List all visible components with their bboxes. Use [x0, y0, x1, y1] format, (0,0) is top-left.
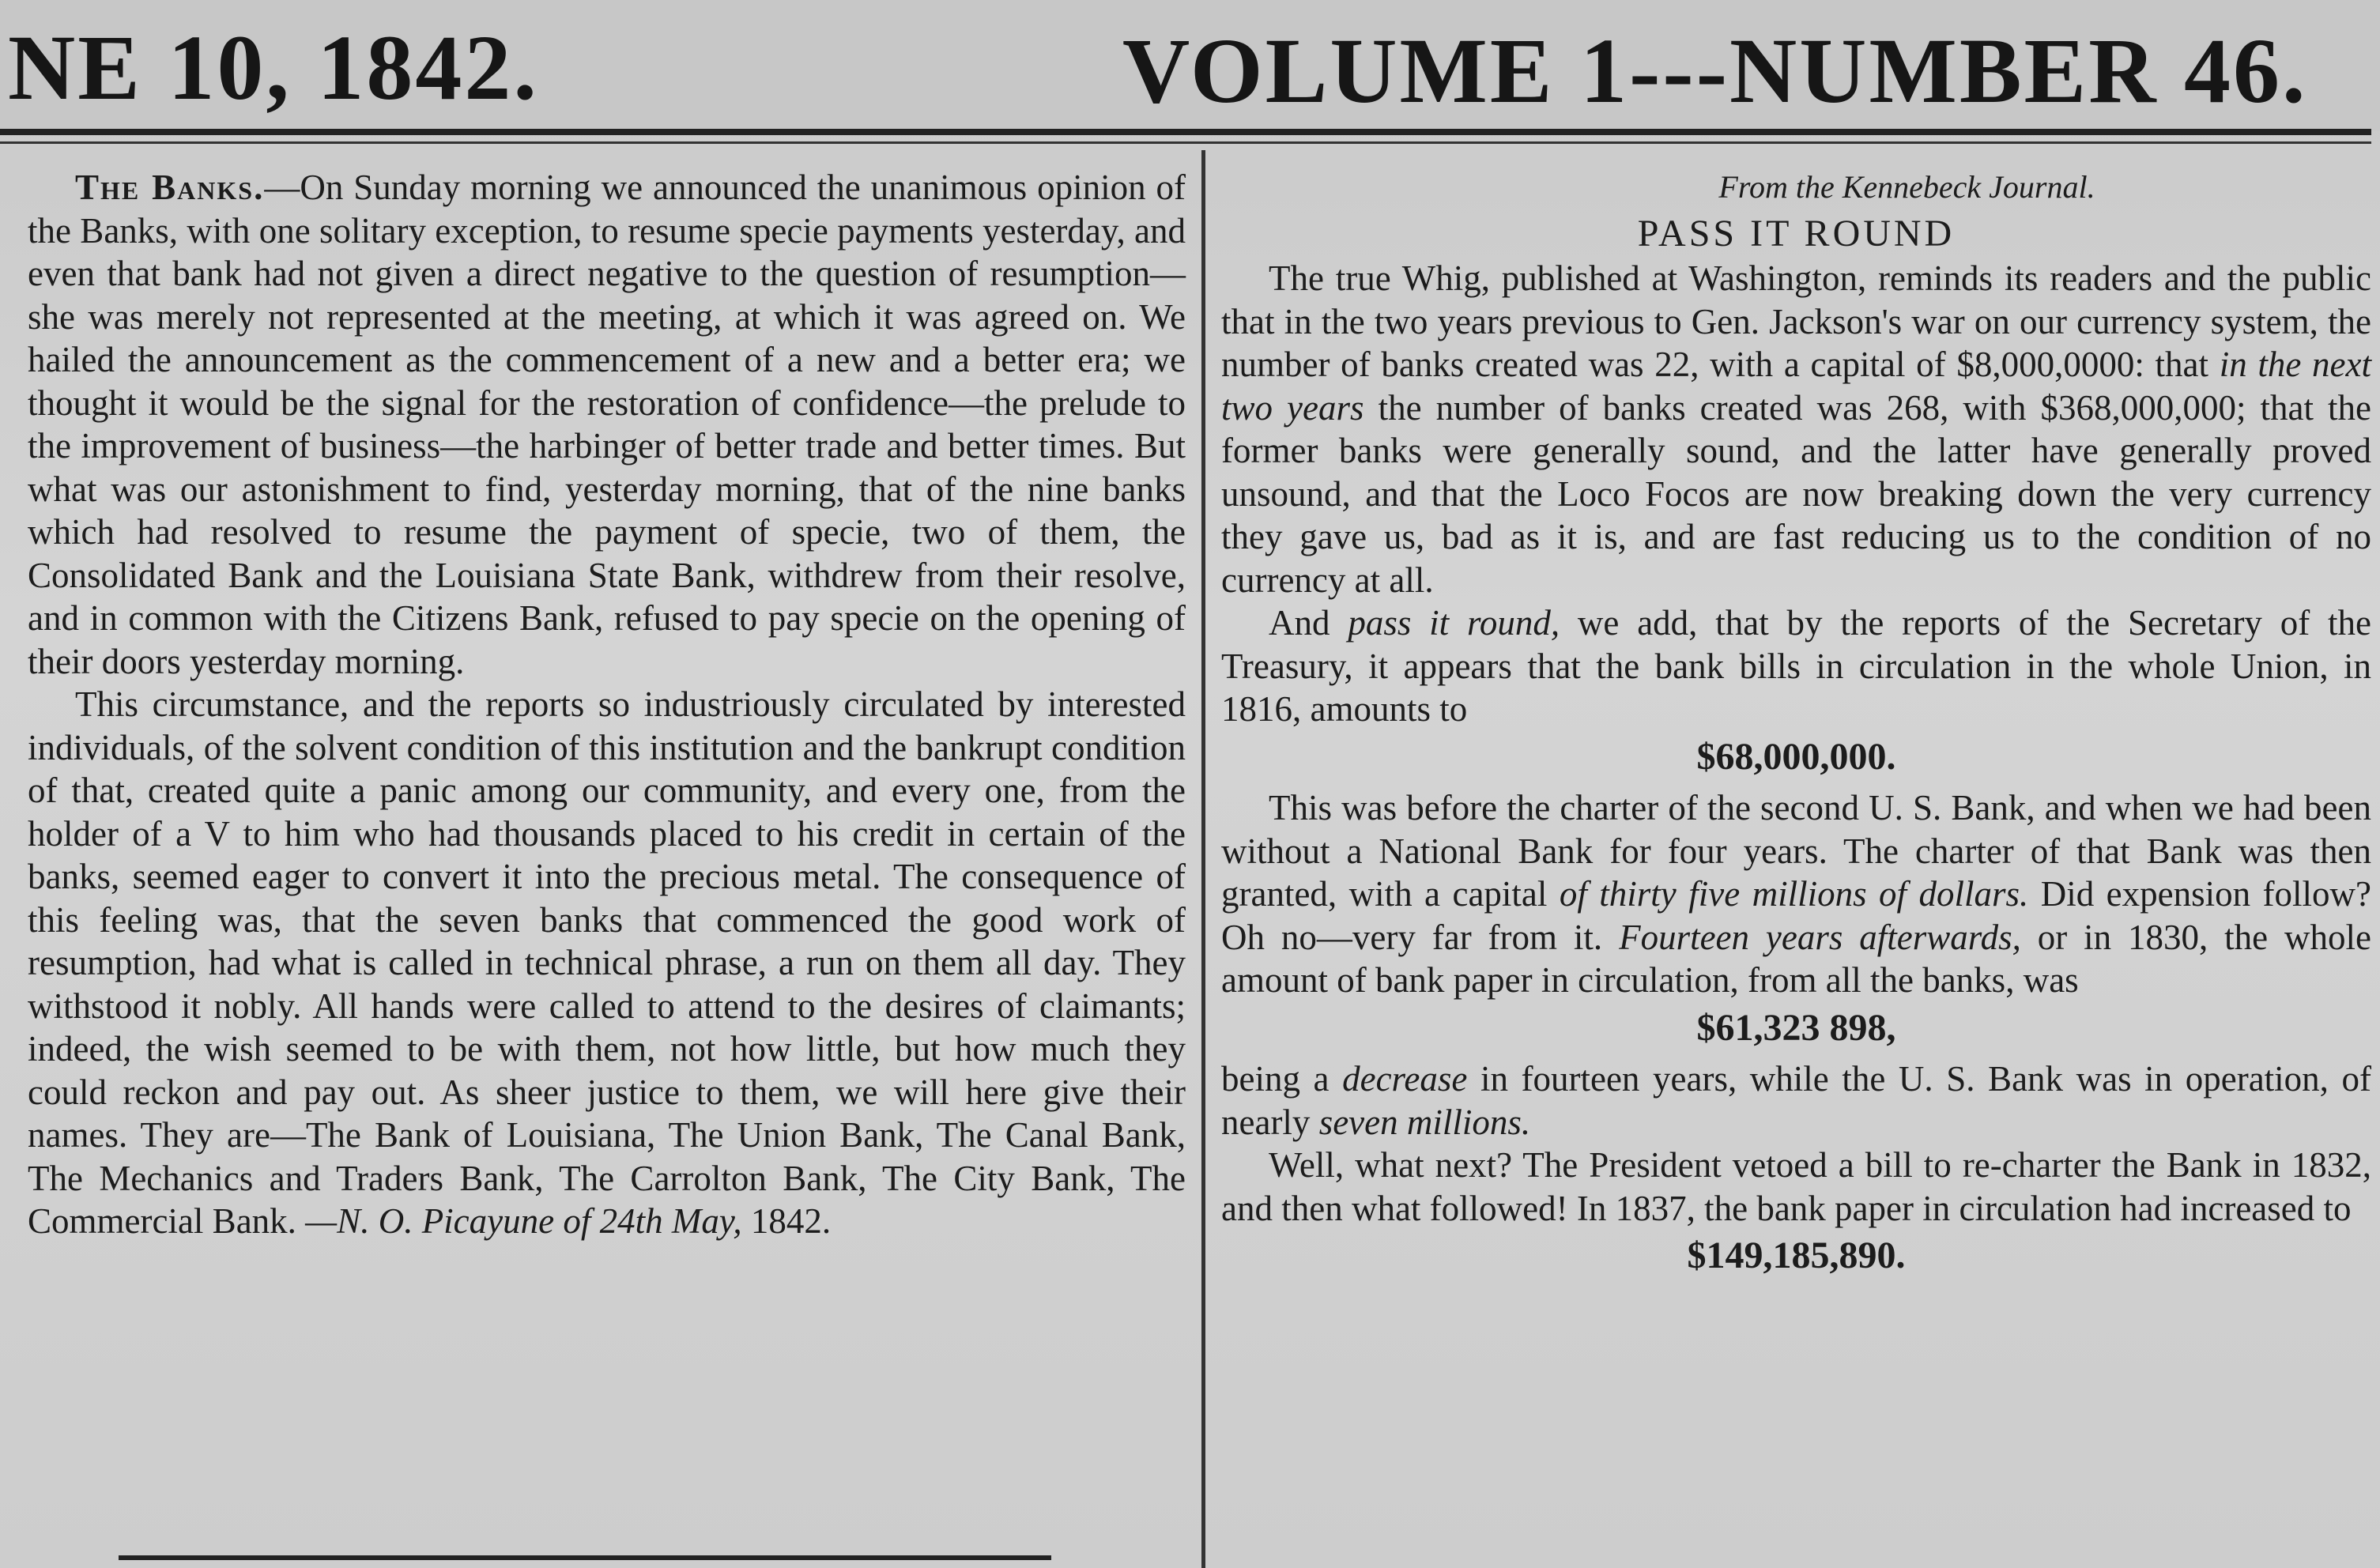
- article-text: —On Sunday morning we announced the unanimous opinion of the Banks, with one solitary exception, to resume specie payments yesterday, and even that bank had not given a direct negative to the question of resumption—she was merely not represented at the meeting, at which it was agreed on. We hailed the announcement as the commencement of a new and a better era; we thought it would be the signal for the restoration of confidence—the prelude to the improvement of business—the harbinger of better trade and better times. But what was our astonishment to find, yesterday morning, that of the nine banks which had resolved to resume the payment of specie, two of them, the Consolidated Bank and the Louisiana State Bank, withdrew from their resolve, and in common with the Citizens Bank, refused to pay specie on the opening of their doors yesterday morning.: [28, 168, 1186, 681]
- article-emphasis: in the next two years: [1221, 345, 2372, 428]
- article-text: or in 1830, the whole amount of bank paper in circulation, from all the banks, was: [1221, 917, 2372, 1000]
- masthead: [0, 0, 2380, 130]
- amount-1837: $149,185,890.: [1687, 1234, 1906, 1276]
- article-emphasis: pass it round,: [1348, 603, 1560, 643]
- masthead-rule-thick: [0, 129, 2371, 135]
- pass-it-round-paragraph-5: Well, what next? The President vetoed a bill to re-charter the Bank in 1832, and then what followed! In 1837, the bank paper in circulation had increased to: [1221, 1145, 2371, 1228]
- article-text: in fourteen years, while the U. S. Bank was in operation, of nearly: [1221, 1059, 2371, 1142]
- right-column: [1221, 166, 2371, 1286]
- masthead-volume: VOLUME 1---NUMBER 46.: [1122, 19, 2308, 122]
- pass-it-round-paragraph-4: [1221, 1057, 2371, 1144]
- article-headline: PASS IT ROUND: [1637, 212, 1956, 254]
- column-divider: [1201, 150, 1205, 1568]
- pass-it-round-paragraph-1: [1221, 257, 2371, 601]
- left-column: [28, 166, 1186, 1243]
- article-emphasis: Fourteen years afterwards,: [1619, 917, 2021, 957]
- article-text: we add, that by the reports of the Secretary of the Treasury, it appears that the bank bills in circulation in the whole Union, in 1816, amounts to: [1221, 603, 2372, 729]
- article-source: —N. O. Picayune of 24th May,: [305, 1201, 742, 1241]
- article-text: Did expension follow? Oh no—very far from it.: [1221, 874, 2372, 957]
- pass-it-round-paragraph-3: [1221, 786, 2371, 1002]
- masthead-date: NE 10, 1842.: [8, 16, 539, 119]
- article-emphasis: decrease: [1342, 1059, 1468, 1099]
- article-text: This was before the charter of the second U. S. Bank, and when we had been without a National Bank for four years. The charter of that Bank was then granted, with a capital: [1221, 788, 2371, 914]
- amount-1816: $68,000,000.: [1696, 735, 1896, 778]
- article-text: And: [1269, 603, 1330, 643]
- pass-it-round-paragraph-2: [1221, 601, 2371, 731]
- article-text: the number of banks created was 268, with $368,000,000; that the former banks were generally sound, and the latter have generally proved unsound, and that the Loco Focos are now breaking down the very currency they gave us, bad as it is, and are fast reducing us to the condition of no currency at all.: [1221, 387, 2371, 600]
- article-source-line: From the Kennebeck Journal.: [1718, 169, 2095, 205]
- article-text: This circumstance, and the reports so industriously circulated by interested individuals, of the solvent condition of this institution and the bankrupt condition of that, created quite a panic among our community, and every one, from the holder of a V to him who had thousands placed to his credit in certain of the banks, seemed eager to convert it into the precious metal. The consequence of this feeling was, that the seven banks that commenced the good work of resumption, had what is called in technical phrase, a run on them all day. They withstood it nobly. All hands were called to attend to the desires of claimants; indeed, the wish seemed to be with them, not how little, but how much they could reckon and pay out. As sheer justice to them, we will here give their names. They are—The Bank of Louisiana, The Union Bank, The Canal Bank, The Mechanics and Traders Bank, The Carrolton Bank, The City Bank, The Commercial Bank.: [28, 684, 1186, 1241]
- masthead-rule-thin: [0, 141, 2371, 144]
- article-emphasis: of thirty five millions of dollars.: [1559, 874, 2029, 914]
- article-text: The true Whig, published at Washington, reminds its readers and the public that in the two years previous to Gen. Jackson's war on our currency system, the number of banks created was 22, with a capital of $8,000,0000: that: [1221, 258, 2371, 384]
- article-source-year: 1842.: [750, 1201, 832, 1241]
- bottom-rule: [119, 1555, 1051, 1560]
- article-banks-paragraph-1: [28, 166, 1186, 683]
- article-emphasis: seven millions.: [1318, 1102, 1531, 1142]
- article-text: being a: [1221, 1059, 1330, 1099]
- article-lead: The Banks.: [75, 168, 265, 207]
- amount-1830: $61,323 898,: [1696, 1006, 1896, 1049]
- article-banks-paragraph-2: [28, 683, 1186, 1243]
